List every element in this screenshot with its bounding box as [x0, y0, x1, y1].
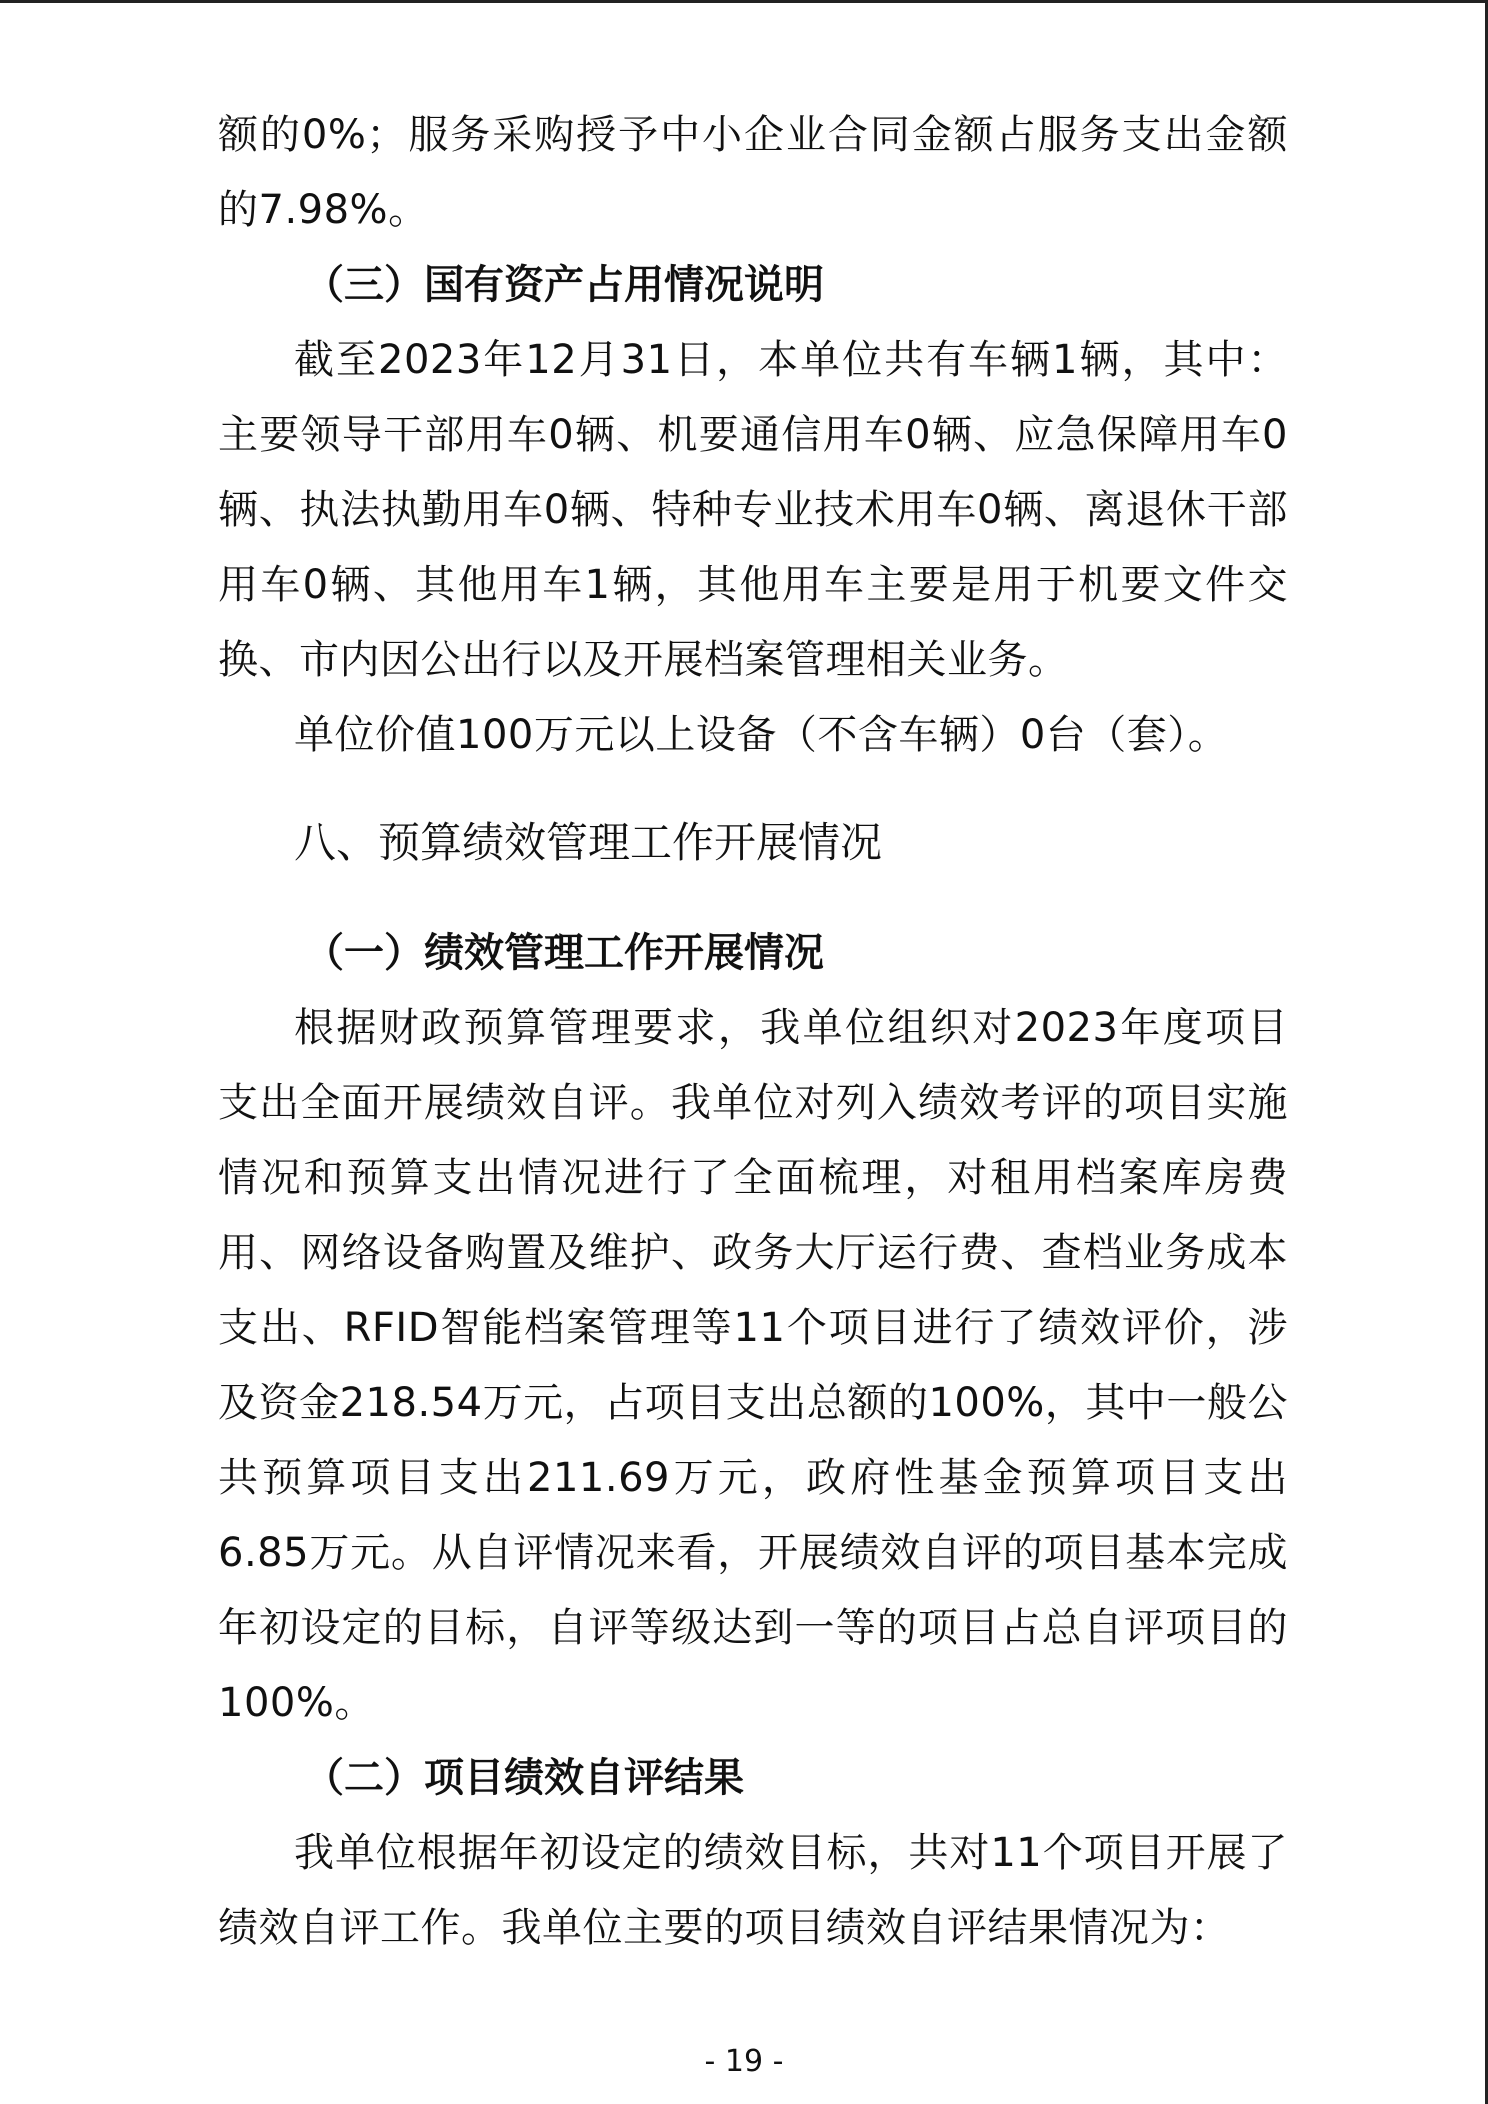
paragraph-service-procurement: 额的0%；服务采购授予中小企业合同金额占服务支出金额的7.98%。 [218, 112, 1288, 233]
paragraph-vehicles: 截至2023年12月31日，本单位共有车辆1辆，其中：主要领导干部用车0辆、机要通信用车0辆、应急保障用车0辆、执法执勤用车0辆、特种专业技术用车0辆、离退休干部用车0辆、其他用车1辆，其他用车主要是用于机要文件交换、市内因公出行以及开展档案管理相关业务。 [218, 337, 1288, 683]
paragraph-self-evaluation: 根据财政预算管理要求，我单位组织对2023年度项目支出全面开展绩效自评。我单位对列入绩效考评的项目实施情况和预算支出情况进行了全面梳理，对租用档案库房费用、网络设备购置及维护、政务大厅运行费、查档业务成本支出、RFID智能档案管理等11个项目进行了绩效评价，涉及资金218.54万元，占项目支出总额的100%，其中一般公共预算项目支出211.69万元，政府性基金预算项目支出6.85万元。从自评情况来看，开展绩效自评的项目基本完成年初设定的目标，自评等级达到一等的项目占总自评项目的100%。 [218, 1005, 1288, 1726]
spacer [218, 880, 1288, 916]
paragraph-results-intro: 我单位根据年初设定的绩效目标，共对11个项目开展了绩效自评工作。我单位主要的项目绩效自评结果情况为： [218, 1830, 1288, 1951]
subheading-state-assets: （三）国有资产占用情况说明 [304, 262, 824, 308]
page-number: - 19 - [704, 2044, 784, 2079]
section-heading-performance: 八、预算绩效管理工作开展情况 [294, 818, 883, 867]
spacer [218, 773, 1288, 805]
paragraph-equipment: 单位价值100万元以上设备（不含车辆）0台（套）。 [294, 712, 1229, 758]
subheading-performance-management: （一）绩效管理工作开展情况 [304, 930, 824, 976]
document-body [218, 98, 1288, 1966]
page-border-top [0, 0, 1488, 3]
subheading-project-results: （二）项目绩效自评结果 [304, 1755, 744, 1801]
